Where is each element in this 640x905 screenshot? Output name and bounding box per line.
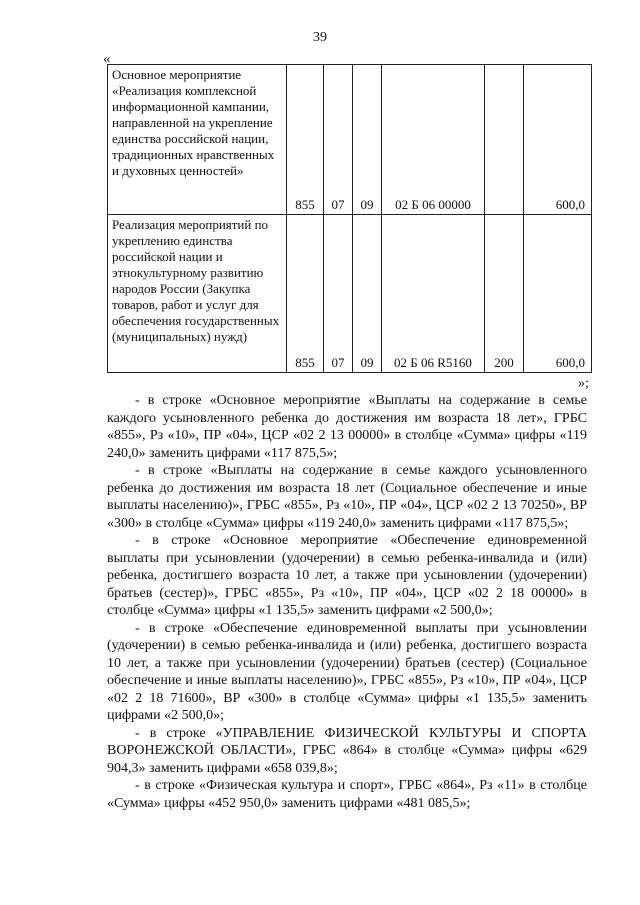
grbs-cell: 855 (287, 215, 324, 373)
table-row (108, 215, 592, 373)
sum-cell: 600,0 (524, 65, 592, 215)
pr-cell: 09 (353, 65, 382, 215)
csr-cell: 02 Б 06 R5160 (382, 215, 485, 373)
amendment-text (107, 392, 587, 812)
page-number: 39 (313, 30, 327, 45)
open-quote-mark: « (103, 51, 111, 67)
grbs-cell: 855 (287, 65, 324, 215)
rz-cell: 07 (324, 65, 353, 215)
vr-cell: 200 (485, 215, 524, 373)
amendment-paragraph: - в строке «УПРАВЛЕНИЕ ФИЗИЧЕСКОЙ КУЛЬТУРЫ И СПОРТА ВОРОНЕЖСКОЙ ОБЛАСТИ», ГРБС «864» в столбце «Сумма» цифры «629 904,3» заменить цифрами «658 039,8»; (107, 725, 587, 776)
row-name-cell: Реализация мероприятий по укреплению единства российской нации и этнокультурному развитию народов России (Закупка товаров, работ и услуг для обеспечения государственных (муниципальных) нужд) (108, 215, 287, 373)
amendment-paragraph: - в строке «Основное мероприятие «Обеспечение единовременной выплаты при усыновлении (удочерении) в семью ребенка-инвалида и (или) ребенка, достигшего возраста 10 лет, а также при усыновлении (удочерении) братьев (сестер)», ГРБС «855», Рз «10», ПР «04», ЦСР «02 2 18 00000» в столбце «Сумма» цифры «1 135,5» заменить цифрами «2 500,0»; (107, 533, 587, 618)
amendment-paragraph: - в строке «Обеспечение единовременной выплаты при усыновлении (удочерении) в семью ребенка-инвалида и (или) ребенка, достигшего возраста 10 лет, а также при усыновлении (удочерении) братьев (сестер) (Социальное обеспечение и иные выплаты населению)», ГРБС «855», Рз «10», ПР «04», ЦСР «02 2 18 71600», ВР «300» в столбце «Сумма» цифры «1 135,5» заменить цифрами «2 500,0»; (107, 620, 587, 723)
row-name-cell: Основное мероприятие «Реализация комплексной информационной кампании, направленной на укрепление единства российской нации, традиционных нравственных и духовных ценностей» (108, 65, 287, 215)
close-quote-mark: »; (578, 376, 589, 391)
table-row (108, 65, 592, 215)
pr-cell: 09 (353, 215, 382, 373)
amendment-paragraph: - в строке «Физическая культура и спорт», ГРБС «864», Рз «11» в столбце «Сумма» цифры «452 950,0» заменить цифрами «481 085,5»; (107, 778, 587, 811)
amendment-paragraph: - в строке «Выплаты на содержание в семье каждого усыновленного ребенка до достижения им возраста 18 лет (Социальное обеспечение и иные выплаты населению)», ГРБС «855», Рз «10», ПР «04», ЦСР «02 2 13 70250», ВР «300» в столбце «Сумма» цифры «119 240,0» заменить цифрами «117 875,5»; (107, 463, 587, 531)
vr-cell (485, 65, 524, 215)
rz-cell: 07 (324, 215, 353, 373)
sum-cell: 600,0 (524, 215, 592, 373)
budget-table (107, 64, 592, 373)
amendment-paragraph: - в строке «Основное мероприятие «Выплаты на содержание в семье каждого усыновленного ребенка до достижения им возраста 18 лет», ГРБС «855», Рз «10», ПР «04», ЦСР «02 2 13 00000» в столбце «Сумма» цифры «119 240,0» заменить цифрами «117 875,5»; (107, 393, 587, 461)
csr-cell: 02 Б 06 00000 (382, 65, 485, 215)
